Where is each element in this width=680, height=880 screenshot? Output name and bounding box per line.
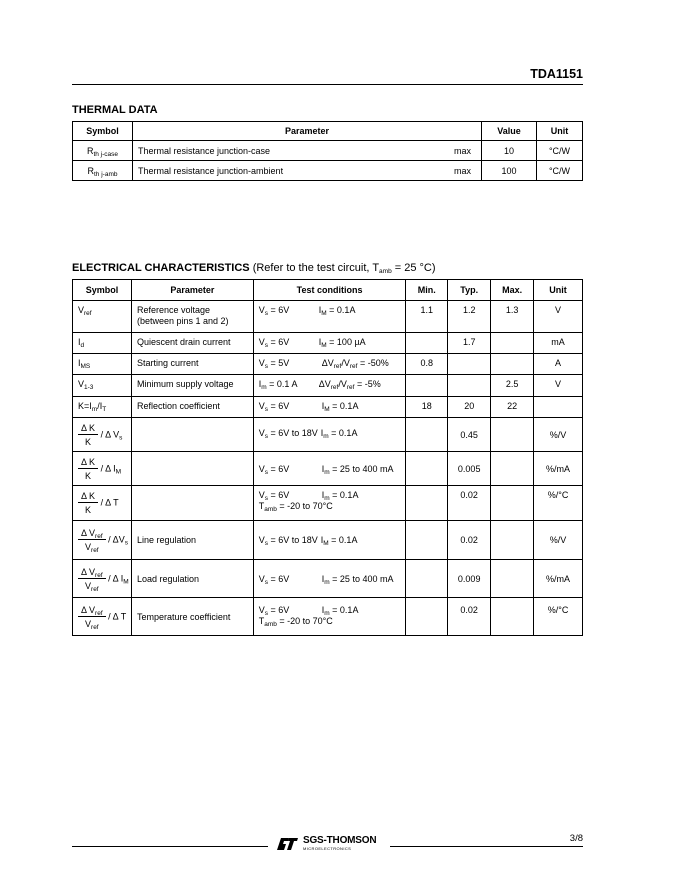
col-value: Value [482,122,537,141]
max-cell [491,486,534,521]
col-symbol: Symbol [73,122,133,141]
conditions-cell: $V_s = 6V$ to 18V $I_m = 0.1A$ [253,418,406,452]
parameter-cell [131,418,253,452]
min-cell: 1.1 [406,301,448,333]
parameter-cell: Quiescent drain current [131,333,253,354]
electrical-table [72,279,583,636]
parameter-cell: Reflection coefficient [131,397,253,418]
symbol-cell: $I_d$ [73,333,132,354]
symbol-cell: $V_{1-3}$ [73,375,132,397]
unit-cell: %/°C [534,598,583,636]
st-logo-icon [275,835,299,851]
electrical-header-row [73,280,583,301]
symbol-cell: $\frac{\Delta V_{ref}}{V_{ref}}$ / Δ T [73,598,132,636]
unit-cell: °C/W [537,141,583,161]
unit-cell: V [534,375,583,397]
parameter-cell [131,486,253,521]
conditions-cell: $I_m = 0.1$ A $\Delta V_{ref}/V_{ref} = -5\%$ [253,375,406,397]
footer-rule-left [72,846,268,847]
parameter-cell: Load regulation [131,560,253,598]
table-row [73,560,583,598]
typ-cell: 1.7 [448,333,491,354]
table-row [73,521,583,560]
conditions-cell: $V_s = 5V$ $\Delta V_{ref}/V_{ref} = -50\%$ [253,354,406,375]
unit-cell: V [534,301,583,333]
min-cell: 0.8 [406,354,448,375]
parameter-cell: Temperature coefficient [131,598,253,636]
footer-rule-right [390,846,583,847]
unit-cell: %/V [534,418,583,452]
typ-cell [448,354,491,375]
thermal-title: THERMAL DATA [72,104,158,116]
col-conditions: Test conditions [253,280,406,301]
brand-subtitle: MICROELECTRONICS [303,845,352,851]
col-parameter: Parameter [133,122,482,141]
unit-cell: A [534,354,583,375]
unit-cell: %/°C [534,486,583,521]
conditions-cell: $V_s = 6V$ $I_m = 0.1A$ $T_{amb} = -20$ to 70°C [253,598,406,636]
symbol-cell: $\frac{\text{Δ K}}{K}$ / Δ T [73,486,132,521]
min-cell: 18 [406,397,448,418]
unit-cell [534,397,583,418]
col-min: Min. [406,280,448,301]
typ-cell: 0.02 [448,521,491,560]
max-cell [491,560,534,598]
brand-logo [275,835,376,851]
typ-cell: 0.45 [448,418,491,452]
symbol-cell: $I_{MS}$ [73,354,132,375]
min-cell [406,418,448,452]
min-cell [406,598,448,636]
table-row [73,418,583,452]
parameter-cell [131,452,253,486]
symbol-cell: $\frac{\Delta V_{ref}}{V_{ref}}$ / $\Delta V_s$ [73,521,132,560]
table-row [73,354,583,375]
col-unit: Unit [537,122,583,141]
max-cell [491,354,534,375]
symbol-cell: $V_{ref}$ [73,301,132,333]
table-row [73,452,583,486]
parameter-cell: Line regulation [131,521,253,560]
typ-cell: 0.02 [448,486,491,521]
typ-cell: 20 [448,397,491,418]
table-row [73,397,583,418]
unit-cell: %/mA [534,452,583,486]
unit-cell: °C/W [537,161,583,181]
col-typ: Typ. [448,280,491,301]
table-row [73,598,583,636]
symbol-cell: $R_{th j-case}$ [73,141,133,161]
col-parameter: Parameter [131,280,253,301]
parameter-cell: Thermal resistance junction-ambient max [133,161,482,181]
thermal-table [72,121,583,181]
unit-cell: %/mA [534,560,583,598]
qualifier: max [454,166,472,176]
table-row [73,161,583,181]
conditions-cell: $V_s = 6V$ $I_m = 25$ to 400 mA [253,560,406,598]
conditions-cell: $V_s = 6V$ $I_m = 0.1A$ $T_{amb} = -20$ to 70°C [253,486,406,521]
min-cell [406,486,448,521]
conditions-cell: $V_s = 6V$ $I_M = 0.1A$ [253,397,406,418]
col-max: Max. [491,280,534,301]
max-cell [491,598,534,636]
symbol-cell: $\frac{\text{Δ K}}{K}$ / Δ $V_s$ [73,418,132,452]
typ-cell [448,375,491,397]
electrical-title: ELECTRICAL CHARACTERISTICS (Refer to the test circuit, $T_{amb} = 25$ °C) [72,262,436,275]
symbol-cell: $\frac{\text{Δ K}}{K}$ / Δ $I_M$ [73,452,132,486]
parameter-cell: Minimum supply voltage [131,375,253,397]
max-cell [491,521,534,560]
symbol-cell: $R_{th j-amb}$ [73,161,133,181]
thermal-header-row [73,122,583,141]
col-symbol: Symbol [73,280,132,301]
min-cell [406,452,448,486]
min-cell [406,521,448,560]
unit-cell: mA [534,333,583,354]
symbol-cell: $K=I_m/I_T$ [73,397,132,418]
part-number: TDA1151 [530,67,583,81]
parameter-cell: Starting current [131,354,253,375]
page-header [72,66,583,85]
typ-cell: 0.009 [448,560,491,598]
max-cell [491,333,534,354]
max-cell: 2.5 [491,375,534,397]
conditions-cell: $V_s = 6V$ to 18V $I_M = 0.1A$ [253,521,406,560]
min-cell [406,375,448,397]
min-cell [406,560,448,598]
value-cell: 10 [482,141,537,161]
symbol-cell: $\frac{\Delta V_{ref}}{V_{ref}}$ / Δ $I_M$ [73,560,132,598]
parameter-cell: Thermal resistance junction-case max [133,141,482,161]
brand-name: SGS-THOMSON [303,834,377,846]
max-cell: 22 [491,397,534,418]
conditions-cell: $V_s = 6V$ $I_M = 0.1A$ [253,301,406,333]
qualifier: max [454,146,472,156]
typ-cell: 0.02 [448,598,491,636]
conditions-cell: $V_s = 6V$ $I_M = 100$ µA [253,333,406,354]
max-cell: 1.3 [491,301,534,333]
max-cell [491,452,534,486]
value-cell: 100 [482,161,537,181]
min-cell [406,333,448,354]
table-row [73,333,583,354]
table-row [73,141,583,161]
page-number: 3/8 [569,833,583,844]
unit-cell: %/V [534,521,583,560]
col-unit: Unit [534,280,583,301]
typ-cell: 1.2 [448,301,491,333]
table-row [73,301,583,333]
max-cell [491,418,534,452]
table-row [73,486,583,521]
parameter-cell: Reference voltage (between pins 1 and 2) [131,301,253,333]
table-row [73,375,583,397]
conditions-cell: $V_s = 6V$ $I_m = 25$ to 400 mA [253,452,406,486]
electrical-ref-note: (Refer to the test circuit, $T_{amb} = 25$ °C) [252,262,436,275]
typ-cell: 0.005 [448,452,491,486]
